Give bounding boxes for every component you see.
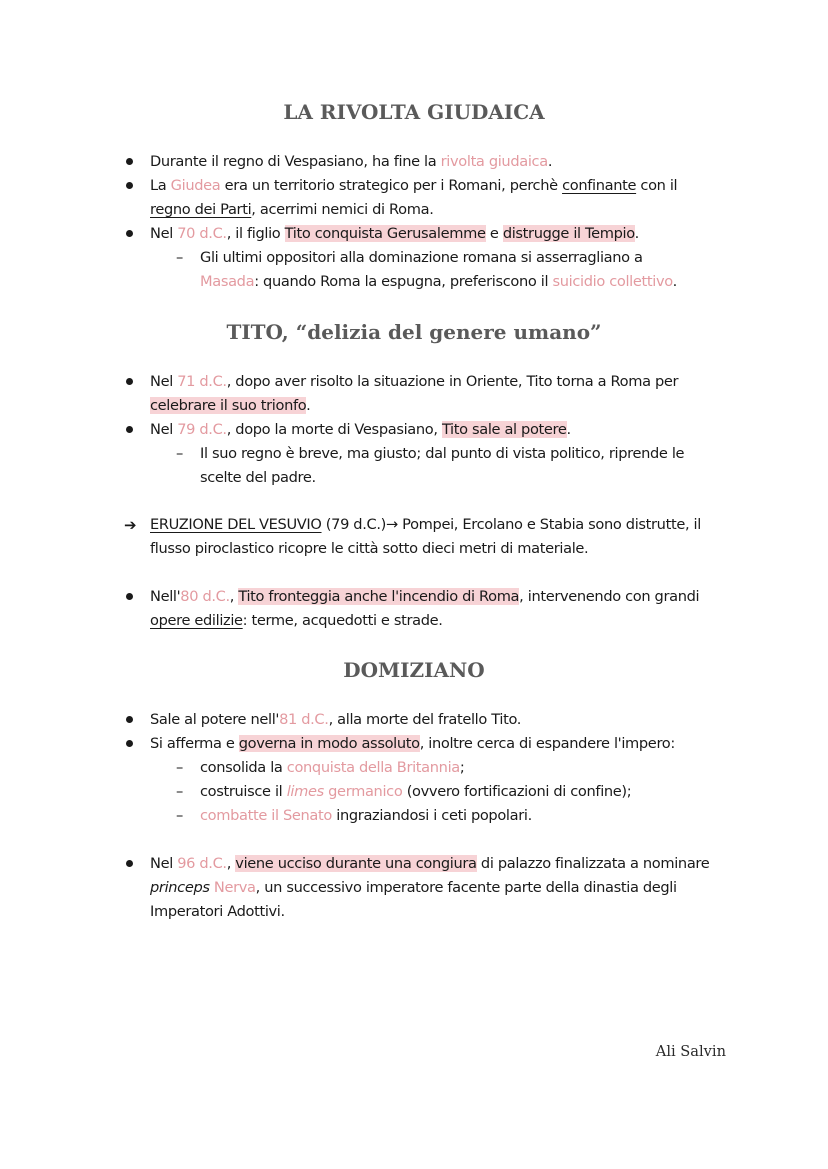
sub-item bbox=[200, 246, 643, 270]
bullet-icon bbox=[126, 426, 133, 433]
underlined-term: regno dei Parti bbox=[150, 201, 252, 218]
text: ; bbox=[459, 759, 465, 776]
text: , inoltre cerca di espandere l'impero: bbox=[419, 735, 675, 752]
text: , bbox=[226, 855, 236, 872]
text: era un territorio strategico per i Romani, perchè bbox=[220, 177, 563, 194]
dash-icon: – bbox=[176, 807, 184, 824]
highlighted-term: Tito fronteggia anche l'incendio di Roma bbox=[238, 588, 520, 605]
heading-rivolta-giudaica: LA RIVOLTA GIUDAICA bbox=[283, 100, 545, 124]
highlighted-term: celebrare il suo trionfo bbox=[150, 397, 307, 414]
underlined-term: confinante bbox=[562, 177, 637, 194]
heading-domiziano: DOMIZIANO bbox=[343, 658, 485, 682]
text: ingraziandosi i ceti popolari. bbox=[331, 807, 532, 824]
bullet-icon bbox=[126, 593, 133, 600]
heading-tito: TITO, “delizia del genere umano” bbox=[226, 320, 602, 344]
pink-term: germanico bbox=[323, 783, 403, 800]
pink-term: 70 d.C. bbox=[177, 225, 227, 242]
bullet-icon bbox=[126, 158, 133, 165]
sub-item-continuation bbox=[200, 466, 316, 490]
list-item bbox=[150, 418, 571, 442]
list-item-continuation bbox=[150, 609, 443, 633]
dash-icon: – bbox=[176, 249, 184, 266]
pink-term: 71 d.C. bbox=[177, 373, 227, 390]
pink-term: suicidio collettivo bbox=[552, 273, 673, 290]
highlighted-term: Tito sale al potere bbox=[441, 421, 567, 438]
text: di palazzo finalizzata a nominare bbox=[476, 855, 710, 872]
dash-icon: – bbox=[176, 759, 184, 776]
text: Nel bbox=[150, 373, 178, 390]
text: Il suo regno è breve, ma giusto; dal punto di vista politico, riprende le bbox=[200, 445, 685, 462]
italic-term: princeps bbox=[150, 879, 210, 896]
text: Pompei, Ercolano e Stabia sono distrutte, il bbox=[397, 516, 701, 533]
text: (ovvero fortificazioni di confine); bbox=[402, 783, 632, 800]
text: , dopo la morte di Vespasiano, bbox=[226, 421, 442, 438]
text: Si afferma e bbox=[150, 735, 239, 752]
arrow-item-continuation bbox=[150, 537, 588, 561]
text: , alla morte del fratello Tito. bbox=[328, 711, 522, 728]
underlined-term: ERUZIONE DEL VESUVIO bbox=[150, 516, 322, 533]
text: , dopo aver risolto la situazione in Oriente, Tito torna a Roma per bbox=[226, 373, 679, 390]
list-item bbox=[150, 732, 675, 756]
pink-term: Nerva bbox=[209, 879, 256, 896]
list-item-continuation bbox=[150, 394, 310, 418]
arrow-right-icon: ➔ bbox=[124, 516, 137, 534]
text: Durante il regno di Vespasiano, ha fine la bbox=[150, 153, 441, 170]
text: Sale al potere nell' bbox=[150, 711, 280, 728]
arrow-small-icon: → bbox=[385, 516, 398, 533]
list-item-continuation bbox=[150, 876, 677, 900]
bullet-icon bbox=[126, 716, 133, 723]
arrow-item bbox=[150, 513, 701, 537]
pink-term: rivolta giudaica bbox=[440, 153, 548, 170]
text: , il figlio bbox=[226, 225, 285, 242]
pink-term: 81 d.C. bbox=[279, 711, 329, 728]
author-signature: Ali Salvin bbox=[655, 1043, 726, 1060]
pink-term: combatte il Senato bbox=[200, 807, 332, 824]
text: : quando Roma la espugna, preferiscono il bbox=[254, 273, 553, 290]
sub-item bbox=[200, 804, 532, 828]
pink-term: conquista della Britannia bbox=[286, 759, 460, 776]
list-item-continuation bbox=[150, 198, 434, 222]
underlined-term: opere edilizie bbox=[150, 612, 243, 629]
list-item bbox=[150, 585, 699, 609]
text: Nel bbox=[150, 421, 178, 438]
text: , acerrimi nemici di Roma. bbox=[251, 201, 434, 218]
text: scelte del padre. bbox=[200, 469, 316, 486]
text: : terme, acquedotti e strade. bbox=[242, 612, 443, 629]
bullet-icon bbox=[126, 378, 133, 385]
text: Gli ultimi oppositori alla dominazione romana si asserragliano a bbox=[200, 249, 643, 266]
highlighted-term: governa in modo assoluto bbox=[238, 735, 420, 752]
highlighted-term: viene ucciso durante una congiura bbox=[235, 855, 477, 872]
bullet-icon bbox=[126, 860, 133, 867]
sub-item bbox=[200, 442, 684, 466]
dash-icon: – bbox=[176, 445, 184, 462]
text: Imperatori Adottivi. bbox=[150, 903, 285, 920]
text: Nell' bbox=[150, 588, 181, 605]
bullet-icon bbox=[126, 740, 133, 747]
text: Nel bbox=[150, 225, 178, 242]
text: , intervenendo con grandi bbox=[519, 588, 700, 605]
pink-term: Masada bbox=[200, 273, 255, 290]
text: e bbox=[485, 225, 503, 242]
pink-term: limes bbox=[286, 783, 324, 800]
text: . bbox=[634, 225, 639, 242]
text: La bbox=[150, 177, 171, 194]
text: (79 d.C.) bbox=[321, 516, 386, 533]
text: . bbox=[566, 421, 571, 438]
text: . bbox=[547, 153, 553, 170]
bullet-icon bbox=[126, 230, 133, 237]
text: , un successivo imperatore facente parte della dinastia degli bbox=[255, 879, 677, 896]
list-item bbox=[150, 150, 552, 174]
text: . bbox=[306, 397, 311, 414]
text: costruisce il bbox=[200, 783, 287, 800]
text: con il bbox=[636, 177, 678, 194]
list-item bbox=[150, 708, 521, 732]
pink-term: 80 d.C. bbox=[180, 588, 230, 605]
list-item-continuation bbox=[150, 900, 285, 924]
highlighted-term: Tito conquista Gerusalemme bbox=[284, 225, 486, 242]
text: consolida la bbox=[200, 759, 287, 776]
list-item bbox=[150, 370, 678, 394]
list-item bbox=[150, 852, 709, 876]
dash-icon: – bbox=[176, 783, 184, 800]
bullet-icon bbox=[126, 182, 133, 189]
pink-term: 96 d.C. bbox=[177, 855, 227, 872]
text: flusso piroclastico ricopre le città sotto dieci metri di materiale. bbox=[150, 540, 589, 557]
text: , bbox=[229, 588, 239, 605]
text: . bbox=[672, 273, 677, 290]
pink-term: 79 d.C. bbox=[177, 421, 227, 438]
sub-item-continuation bbox=[200, 270, 677, 294]
highlighted-term: distrugge il Tempio bbox=[502, 225, 635, 242]
list-item bbox=[150, 222, 639, 246]
sub-item bbox=[200, 756, 464, 780]
text: Nel bbox=[150, 855, 178, 872]
pink-term: Giudea bbox=[170, 177, 221, 194]
sub-item bbox=[200, 780, 631, 804]
list-item bbox=[150, 174, 677, 198]
